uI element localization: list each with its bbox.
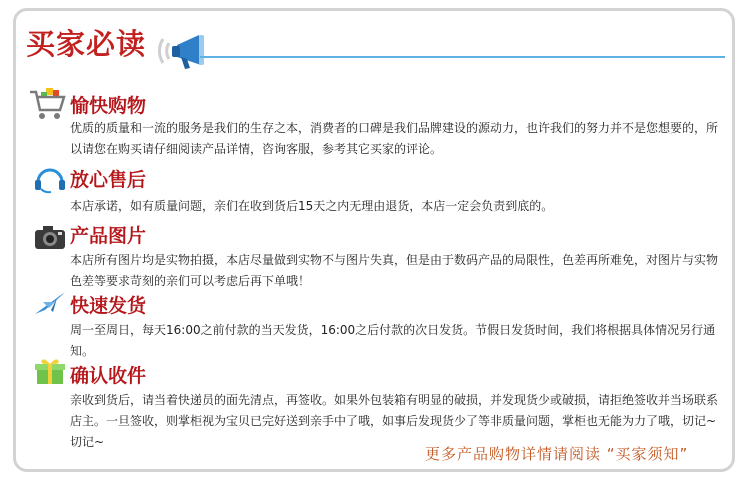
section-body-shipping: 周一至周日，每天16:00之前付款的当天发货，16:00之后付款的次日发货。节假日发货时间，我们将根据具体情况另行通知。	[70, 323, 716, 358]
section-body-photos: 本店所有图片均是实物拍摄，本店尽量做到实物不与图片失真，但是由于数码产品的局限性，色差再所难免，对图片与实物色差等要求苛刻的亲们可以考虑后再下单哦！	[70, 253, 719, 288]
page-title: 买家必读	[26, 27, 147, 61]
camera-icon	[33, 222, 67, 252]
section-body-receipt: 亲收到货后，请当着快递员的面先清点，再签收。如果外包装箱有明显的破损，并发现货少或破损，请拒绝签收并当场联系店主。一旦签收，则掌柜视为宝贝已完好送到亲手中了哦，如事后发现货少了等非质量问题，掌柜也无能为力了哦，切记~切记~	[70, 393, 719, 449]
section-title-photos: 产品图片	[70, 225, 147, 247]
megaphone-icon	[155, 27, 215, 73]
section-title-aftersales: 放心售后	[70, 169, 147, 191]
airplane-icon	[33, 288, 67, 318]
section-body-aftersales: 本店承诺，如有质量问题，亲们在收到货后15天之内无理由退货，本店一定会负责到底的。	[70, 199, 554, 213]
section-title-receipt: 确认收件	[70, 365, 147, 387]
section-title-shopping: 愉快购物	[70, 95, 147, 117]
gift-icon	[33, 356, 67, 386]
footer-note: 更多产品购物详情请阅读 “买家须知”	[425, 445, 689, 463]
header-divider	[200, 56, 725, 58]
headset-icon	[33, 164, 67, 194]
shopping-cart-icon	[28, 86, 68, 122]
section-body-shopping: 优质的质量和一流的服务是我们的生存之本，消费者的口碑是我们品牌建设的源动力，也许我们的努力并不是您想要的，所以请您在购买请仔细阅读产品详情，咨询客服，参考其它买家的评论。	[70, 121, 719, 156]
section-title-shipping: 快速发货	[70, 295, 147, 317]
